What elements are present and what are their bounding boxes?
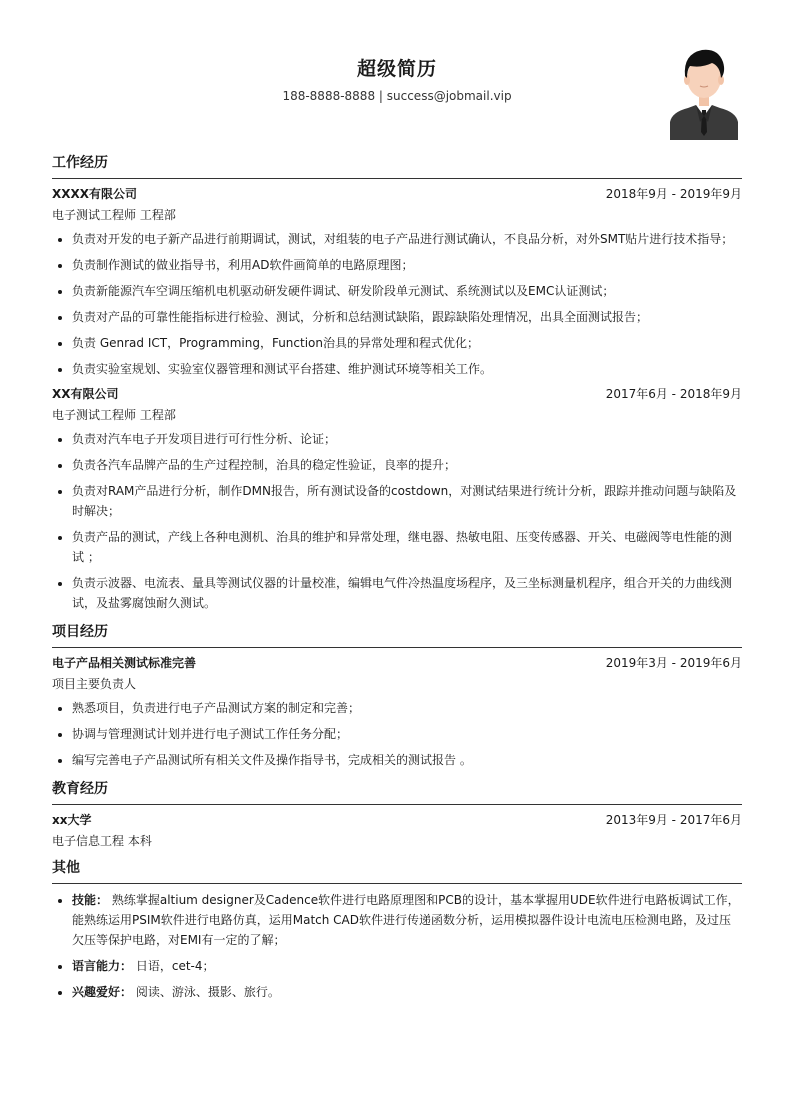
bullet-list <box>52 229 742 379</box>
entry-role: 电子信息工程 本科 <box>52 834 152 848</box>
list-item: • 负责示波器、电流表、量具等测试仪器的计量校准，编辑电气件冷热温度场程序，及三坐标测量机程序，组合开关的力曲线测试，及盐雾腐蚀耐久测试。 <box>72 573 742 613</box>
project-entry <box>52 654 742 770</box>
list-item <box>72 982 742 1002</box>
work-section <box>52 150 742 613</box>
other-section <box>52 855 742 1002</box>
entry-role: 电子测试工程师 工程部 <box>52 208 176 222</box>
entry-role: 项目主要负责人 <box>52 677 137 691</box>
entry-date: 2018年9月 - 2019年9月 <box>605 187 742 201</box>
list-item: • 负责实验室规划、实验室仪器管理和测试平台搭建、维护测试环境等相关工作。 <box>72 359 742 379</box>
work-section-title: 工作经历 <box>52 150 742 179</box>
avatar <box>670 46 738 140</box>
list-item: • 负责各汽车品牌产品的生产过程控制，治具的稳定性验证，良率的提升； <box>72 455 742 475</box>
project-section <box>52 619 742 770</box>
contact-info: 188-8888-8888 | success@jobmail.vip <box>282 89 512 103</box>
entry-date: 2013年9月 - 2017年6月 <box>605 813 742 827</box>
work-entry <box>52 185 742 379</box>
resume-page <box>52 0 742 1008</box>
bullet-list <box>52 698 742 770</box>
list-item: • 负责新能源汽车空调压缩机电机驱动研发硬件调试、研发阶段单元测试、系统测试以及EMC认证测试； <box>72 281 742 301</box>
entry-organization: XX有限公司 <box>52 387 119 401</box>
list-item: • 负责 Genrad ICT，Programming，Function治具的异常处理和程式优化； <box>72 333 742 353</box>
item-label: 技能： <box>72 893 109 907</box>
project-section-title: 项目经历 <box>52 619 742 648</box>
candidate-name: 超级简历 <box>356 58 437 80</box>
list-item: • 负责对产品的可靠性能指标进行检验、测试，分析和总结测试缺陷，跟踪缺陷处理情况，出具全面测试报告； <box>72 307 742 327</box>
entry-organization: xx大学 <box>52 813 92 827</box>
item-text: 熟练掌握altium designer及Cadence软件进行电路原理图和PCB的设计，基本掌握用UDE软件进行电路板调试工作，能熟练运用PSIM软件进行电路仿真，运用Match CAD软件进行传递函数分析，运用模拟器件设计电流电压检测电路，及过压欠压等保护电路，对EMI有一定的了解； <box>72 893 740 947</box>
list-item <box>72 890 742 950</box>
item-label: 语言能力： <box>72 959 133 973</box>
entry-role: 电子测试工程师 工程部 <box>52 408 176 422</box>
resume-header <box>52 0 742 150</box>
list-item: • 负责对RAM产品进行分析，制作DMN报告，所有测试设备的costdown，对测试结果进行统计分析，跟踪并推动问题与缺陷及时解决； <box>72 481 742 521</box>
entry-date: 2019年3月 - 2019年6月 <box>605 656 742 670</box>
list-item: • 熟悉项目，负责进行电子产品测试方案的制定和完善； <box>72 698 742 718</box>
other-section-title: 其他 <box>52 855 742 884</box>
entry-date: 2017年6月 - 2018年9月 <box>605 387 742 401</box>
entry-organization: 电子产品相关测试标准完善 <box>52 656 197 670</box>
bullet-list <box>52 429 742 613</box>
bullet-list <box>52 890 742 1002</box>
list-item: • 负责产品的测试，产线上各种电测机、治具的维护和异常处理，继电器、热敏电阻、压变传感器、开关、电磁阀等电性能的测试 ； <box>72 527 742 567</box>
item-label: 兴趣爱好： <box>72 985 133 999</box>
list-item: • 负责对开发的电子新产品进行前期调试，测试，对组装的电子产品进行测试确认，不良品分析，对外SMT贴片进行技术指导； <box>72 229 742 249</box>
education-section-title: 教育经历 <box>52 776 742 805</box>
item-text: 日语，cet-4； <box>135 959 215 973</box>
education-entry <box>52 811 742 850</box>
list-item: • 编写完善电子产品测试所有相关文件及操作指导书，完成相关的测试报告 。 <box>72 750 742 770</box>
work-entry <box>52 385 742 613</box>
list-item: • 协调与管理测试计划并进行电子测试工作任务分配； <box>72 724 742 744</box>
list-item <box>72 956 742 976</box>
education-section <box>52 776 742 850</box>
list-item: • 负责对汽车电子开发项目进行可行性分析、论证； <box>72 429 742 449</box>
item-text: 阅读、游泳、摄影、旅行。 <box>135 985 280 999</box>
list-item: • 负责制作测试的做业指导书，利用AD软件画简单的电路原理图； <box>72 255 742 275</box>
entry-organization: XXXX有限公司 <box>52 187 138 201</box>
